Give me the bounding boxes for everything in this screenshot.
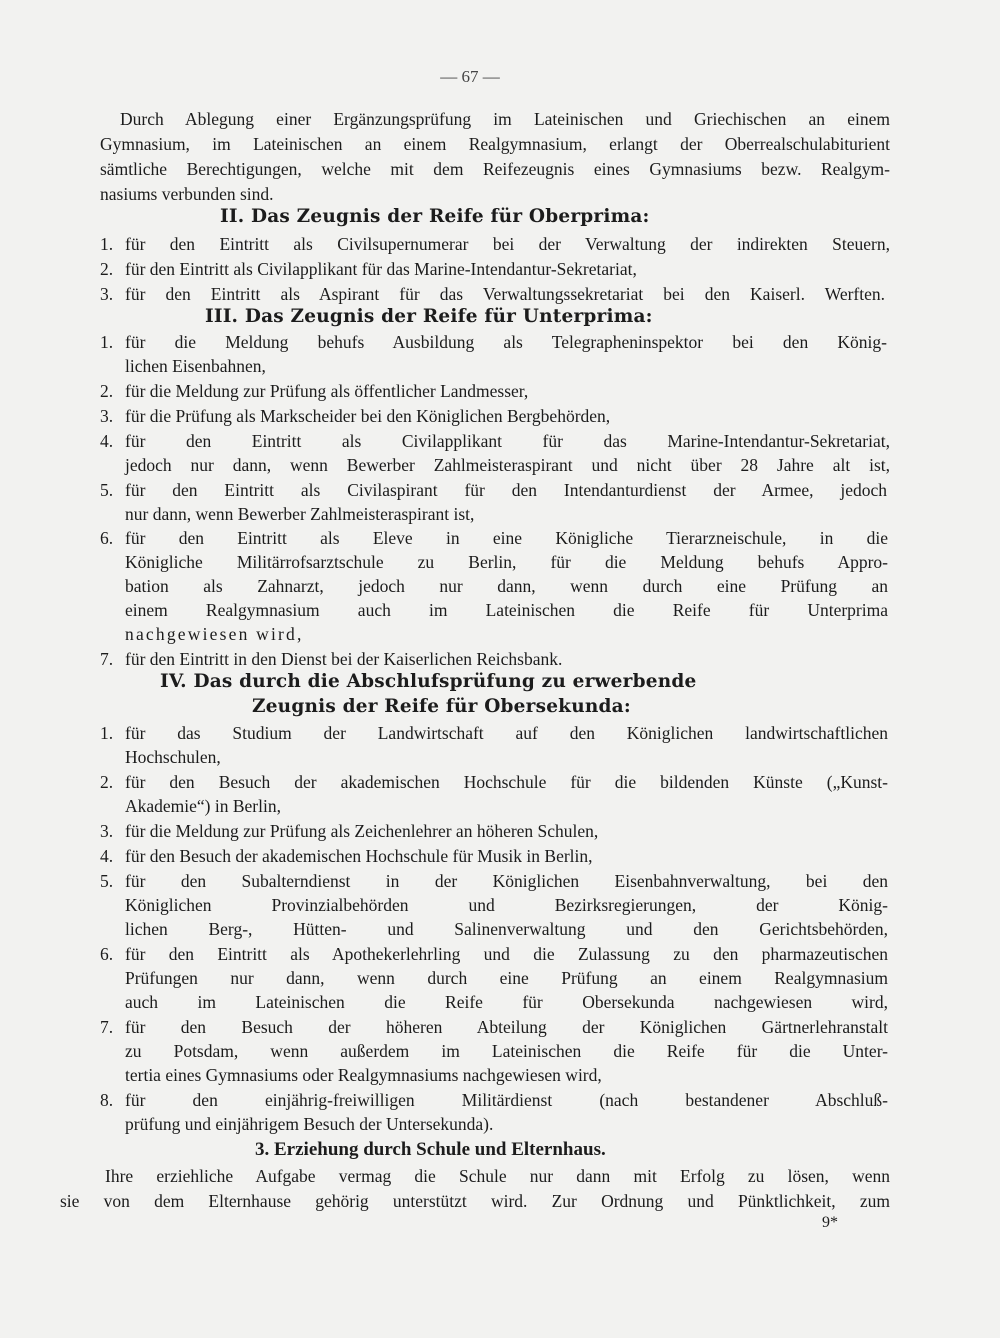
s4-item-1-line-2: Hochschulen,	[125, 747, 221, 767]
intro-line-2: Gymnasium, im Lateinischen an einem Realgymnasium, erlangt der Oberrealschulabiturient	[100, 134, 890, 154]
page-number: — 67 —	[440, 67, 500, 86]
item-number: 7.	[100, 1017, 114, 1037]
section-2-heading: II. Das Zeugnis der Reife für Oberprima:	[220, 206, 650, 227]
s4-item-5-line-1: für den Subalterndienst in der Königlichen Eisenbahnverwaltung, bei den	[125, 871, 888, 891]
s4-item-6-line-2: Prüfungen nur dann, wenn durch eine Prüfung an einem Realgymnasium	[125, 968, 888, 988]
intro-line-3: sämtliche Berechtigungen, welche mit dem Reifezeugnis eines Gymnasiums bezw. Realgym-	[100, 159, 890, 179]
section-4-heading-line-2: Zeugnis der Reife für Obersekunda:	[252, 696, 631, 717]
s4-item-7-line-2: zu Potsdam, wenn außerdem im Lateinischen die Reife für die Unter-	[125, 1041, 888, 1061]
s4-item-6-line-1: für den Eintritt als Apothekerlehrling und die Zulassung zu den pharmazeutischen	[125, 944, 888, 964]
item-number: 8.	[100, 1090, 114, 1110]
s3-item-7: für den Eintritt in den Dienst bei der Kaiserlichen Reichsbank.	[125, 649, 563, 669]
s3-item-6-line-2: Königliche Militärrofsarztschule zu Berlin, für die Meldung behufs Appro-	[125, 552, 888, 572]
s3-item-6-line-3: bation als Zahnarzt, jedoch nur dann, wenn durch eine Prüfung an	[125, 576, 888, 596]
intro-line-1: Durch Ablegung einer Ergänzungsprüfung im Lateinischen und Griechischen an einem	[120, 109, 890, 129]
s4-item-2-line-1: für den Besuch der akademischen Hochschule für die bildenden Künste („Kunst-	[125, 772, 888, 792]
item-number: 3.	[100, 284, 114, 304]
s2-item-3: für den Eintritt als Aspirant für das Verwaltungssekretariat bei den Kaiserl. Werften.	[125, 284, 885, 304]
s2-item-2: für den Eintritt als Civilapplikant für das Marine-Intendantur-Sekretariat,	[125, 259, 637, 279]
s3-item-1-line-1: für die Meldung behufs Ausbildung als Telegrapheninspektor bei den König-	[125, 332, 887, 352]
s4-item-1-line-1: für das Studium der Landwirtschaft auf den Königlichen landwirtschaftlichen	[125, 723, 888, 743]
item-number: 5.	[100, 871, 114, 891]
s3-item-4-line-1: für den Eintritt als Civilapplikant für das Marine-Intendantur-Sekretariat,	[125, 431, 890, 451]
signature-mark: 9*	[822, 1214, 838, 1231]
s3-item-5-line-2: nur dann, wenn Bewerber Zahlmeisteraspirant ist,	[125, 504, 475, 524]
s3-item-3: für die Prüfung als Markscheider bei den Königlichen Bergbehörden,	[125, 406, 611, 426]
s4-item-2-line-2: Akademie“) in Berlin,	[125, 796, 281, 816]
s4-item-5-line-2: Königlichen Provinzialbehörden und Bezirksregierungen, der König-	[125, 895, 888, 915]
item-number: 6.	[100, 528, 114, 548]
s3-item-2: für die Meldung zur Prüfung als öffentlicher Landmesser,	[125, 381, 529, 401]
s3-item-6-line-4: einem Realgymnasium auch im Lateinischen die Reife für Unterprima	[125, 600, 888, 620]
item-number: 3.	[100, 406, 114, 426]
item-number: 2.	[100, 772, 114, 792]
item-number: 4.	[100, 431, 114, 451]
s2-item-1: für den Eintritt als Civilsupernumerar bei der Verwaltung der indirekten Steuern,	[125, 234, 890, 254]
item-number: 6.	[100, 944, 114, 964]
item-number: 1.	[100, 723, 114, 743]
s4-item-5-line-3: lichen Berg-, Hütten- und Salinenverwaltung und den Gerichtsbehörden,	[125, 919, 888, 939]
section-3-heading: III. Das Zeugnis der Reife für Unterprima:	[205, 306, 653, 327]
s4-item-7-line-3: tertia eines Gymnasiums oder Realgymnasiums nachgewiesen wird,	[125, 1065, 602, 1085]
s4-item-3: für die Meldung zur Prüfung als Zeichenlehrer an höheren Schulen,	[125, 821, 599, 841]
s3-item-4-line-2: jedoch nur dann, wenn Bewerber Zahlmeisteraspirant und nicht über 28 Jahre alt ist,	[125, 455, 890, 475]
item-number: 1.	[100, 234, 114, 254]
item-number: 4.	[100, 846, 114, 866]
item-number: 2.	[100, 259, 114, 279]
item-number: 3.	[100, 821, 114, 841]
erziehung-heading: 3. Erziehung durch Schule und Elternhaus.	[255, 1139, 606, 1160]
item-number: 5.	[100, 480, 114, 500]
s4-item-8-line-2: prüfung und einjährigem Besuch der Untersekunda).	[125, 1114, 494, 1134]
s3-item-6-line-5: nachgewiesen wird,	[125, 624, 304, 644]
s4-item-6-line-3: auch im Lateinischen die Reife für Obersekunda nachgewiesen wird,	[125, 992, 888, 1012]
s3-item-1-line-2: lichen Eisenbahnen,	[125, 356, 266, 376]
item-number: 7.	[100, 649, 114, 669]
s4-item-4: für den Besuch der akademischen Hochschule für Musik in Berlin,	[125, 846, 593, 866]
item-number: 1.	[100, 332, 114, 352]
intro-line-4: nasiums verbunden sind.	[100, 184, 274, 204]
erziehung-line-2: sie von dem Elternhause gehörig unterstützt wird. Zur Ordnung und Pünktlichkeit, zum	[60, 1191, 890, 1211]
section-4-heading-line-1: IV. Das durch die Abschlufsprüfung zu erwerbende	[160, 671, 697, 692]
s3-item-5-line-1: für den Eintritt als Civilaspirant für den Intendanturdienst der Armee, jedoch	[125, 480, 887, 500]
s3-item-6-line-1: für den Eintritt als Eleve in eine Königliche Tierarzneischule, in die	[125, 528, 888, 548]
s4-item-8-line-1: für den einjährig-freiwilligen Militärdienst (nach bestandener Abschluß-	[125, 1090, 888, 1110]
erziehung-line-1: Ihre erziehliche Aufgabe vermag die Schule nur dann mit Erfolg zu lösen, wenn	[105, 1166, 890, 1186]
item-number: 2.	[100, 381, 114, 401]
s4-item-7-line-1: für den Besuch der höheren Abteilung der Königlichen Gärtnerlehranstalt	[125, 1017, 888, 1037]
